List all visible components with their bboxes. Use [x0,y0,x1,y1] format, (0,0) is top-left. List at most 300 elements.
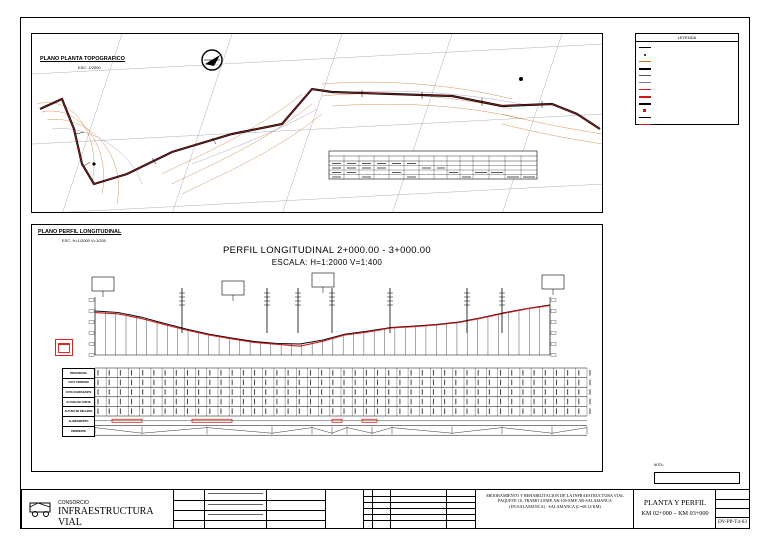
table-cell-value [299,389,300,395]
plan-label: PLANO PLANTA TOPOGRAFICO [40,56,125,62]
table-cell-value [209,399,210,405]
table-cell-value [411,380,412,386]
table-cell-value [545,408,546,414]
table-cell-value [467,380,468,386]
table-cell-value [153,370,154,376]
curve-callout-box [542,275,564,289]
table-cell-value [422,380,423,386]
gradient-segment [502,428,552,434]
note-label: NOTA : [654,463,665,467]
table-cell-value [467,389,468,395]
table-cell-value [243,408,244,414]
table-cell-value [377,370,378,376]
table-cell-value [109,408,110,414]
table-cell-value [254,408,255,414]
table-cell-value [422,370,423,376]
table-cell-value [500,399,501,405]
table-cell-value [276,380,277,386]
table-cell-value [344,408,345,414]
table-cell-value [344,380,345,386]
table-cell-value [590,399,591,405]
legend-item [636,100,738,107]
gradient-segment [312,428,332,434]
table-cell-value [221,389,222,395]
table-cell-value [355,408,356,414]
profile-title: PERFIL LONGITUDINAL 2+000.00 - 3+000.00 [223,245,431,256]
legend-item [636,79,738,86]
table-cell-value [198,380,199,386]
table-cell-value [198,399,199,405]
table-cell-value [109,370,110,376]
table-cell-value [198,389,199,395]
table-cell-value [478,370,479,376]
table-cell-value [187,399,188,405]
table-cell-value [276,408,277,414]
row-label: PENDIENTE [63,427,94,437]
legend-item [636,44,738,51]
table-cell-value [265,380,266,386]
curve-table [329,151,537,179]
legend-box [635,33,739,125]
table-cell-value [355,389,356,395]
table-cell-value [422,408,423,414]
table-cell-value [165,408,166,414]
warning-stamp-icon [55,339,73,356]
table-cell-value [489,408,490,414]
table-cell-value [590,370,591,376]
table-cell-value [321,370,322,376]
table-cell-value [556,408,557,414]
table-cell-value [332,389,333,395]
table-cell-value [299,370,300,376]
table-cell-value [590,380,591,386]
table-cell-value [433,389,434,395]
company-small: CONSORCIO [58,500,89,506]
plan-view [31,33,603,213]
table-cell-value [578,389,579,395]
table-cell-value [187,408,188,414]
table-cell-value [120,408,121,414]
table-cell-value [176,370,177,376]
profile-subtitle: ESCALA: H=1:2000 V=1:400 [271,258,383,267]
profile-chart [32,225,604,473]
gradient-segment [142,428,207,434]
table-cell-value [467,370,468,376]
row-label: PROGRESIVA [63,369,94,379]
table-cell-value [131,389,132,395]
table-cell-value [209,380,210,386]
table-cell-value [98,389,99,395]
table-cell-value [411,408,412,414]
table-cell-value [534,380,535,386]
curve-callout-box [92,277,114,291]
table-cell-value [232,370,233,376]
legend-item [636,58,738,65]
table-cell-value [254,370,255,376]
table-cell-value [221,399,222,405]
table-cell-value [590,408,591,414]
table-cell-value [276,389,277,395]
table-cell-value [332,370,333,376]
elev-tick-left [89,343,94,346]
table-cell-value [399,380,400,386]
table-cell-value [142,408,143,414]
table-cell-value [165,389,166,395]
km-range: KM 02+000 – KM 03+000 [641,510,709,517]
table-cell-value [433,370,434,376]
table-cell-value [399,370,400,376]
table-cell-value [388,380,389,386]
revisions-cell [364,490,476,528]
table-cell-value [332,399,333,405]
legend-item [636,121,738,128]
table-cell-value [522,380,523,386]
gradient-segment [95,428,142,434]
table-cell-value [299,399,300,405]
table-cell-value [500,370,501,376]
table-cell-value [377,399,378,405]
legend-item [636,107,738,114]
elev-tick-left [89,321,94,324]
note-box [654,464,740,486]
table-cell-value [455,389,456,395]
table-cell-value [165,399,166,405]
sheet-code-cell [716,490,749,528]
gradient-segment [552,428,587,434]
table-cell-value [321,389,322,395]
table-cell-value [265,399,266,405]
table-cell-value [455,408,456,414]
table-cell-value [567,389,568,395]
table-cell-value [265,408,266,414]
table-cell-value [131,399,132,405]
table-cell-value [321,399,322,405]
profile-scale: ESC. H=1/2000 V=1/200 [62,238,107,243]
table-cell-value [366,399,367,405]
table-cell-value [522,389,523,395]
table-cell-value [221,370,222,376]
elev-tick-right [551,332,556,335]
table-cell-value [221,380,222,386]
table-cell-value [455,380,456,386]
table-cell-value [153,380,154,386]
title-block [21,489,750,529]
table-cell-value [221,408,222,414]
table-cell-value [310,399,311,405]
table-cell-value [511,380,512,386]
legend-item [636,72,738,79]
legend-title: LEYENDA [636,34,738,42]
table-cell-value [377,408,378,414]
legend-item [636,65,738,72]
gradient-segment [347,428,372,434]
table-cell-value [489,389,490,395]
signatures-cell [174,490,326,528]
table-cell-value [433,408,434,414]
table-cell-value [366,389,367,395]
table-cell-value [556,370,557,376]
table-cell-value [254,380,255,386]
table-cell-value [254,389,255,395]
elev-tick-right [551,321,556,324]
elev-tick-left [89,299,94,302]
table-cell-value [142,399,143,405]
row-label: ALTURA DE CORTE [63,398,94,408]
sheet-title: PLANTA Y PERFIL [643,498,707,507]
elev-tick-right [551,354,556,357]
profile-label: PLANO PERFIL LONGITUDINAL [38,229,122,235]
table-cell-value [455,399,456,405]
curve-callout-box [222,281,244,295]
table-cell-value [98,370,99,376]
table-cell-value [366,370,367,376]
table-cell-value [355,380,356,386]
table-cell-value [98,380,99,386]
legend-item [636,51,738,58]
table-cell-value [489,399,490,405]
table-cell-value [153,389,154,395]
table-cell-value [120,389,121,395]
table-cell-value [232,399,233,405]
table-cell-value [321,380,322,386]
table-cell-value [98,408,99,414]
table-cell-value [243,370,244,376]
table-cell-value [276,399,277,405]
table-cell-value [153,399,154,405]
elev-tick-right [551,343,556,346]
table-cell-value [243,399,244,405]
table-cell-value [198,370,199,376]
table-cell-value [411,399,412,405]
table-cell-value [288,408,289,414]
table-cell-value [142,370,143,376]
table-cell-value [444,370,445,376]
table-cell-value [567,380,568,386]
table-cell-value [187,380,188,386]
company-name: INFRAESTRUCTURA VIAL [58,506,154,528]
table-cell-value [165,370,166,376]
table-cell-value [377,380,378,386]
table-cell-value [478,408,479,414]
table-cell-value [299,380,300,386]
table-cell-value [556,389,557,395]
table-cell-value [478,389,479,395]
table-cell-value [344,370,345,376]
elev-tick-right [551,310,556,313]
table-cell-value [388,370,389,376]
table-cell-value [243,389,244,395]
table-cell-value [209,408,210,414]
profile-view [31,224,603,472]
table-cell-value [176,408,177,414]
table-cell-value [467,399,468,405]
legend-item [636,93,738,100]
table-cell-value [131,370,132,376]
gradient-segment [372,428,392,434]
table-cell-value [310,408,311,414]
table-cell-value [567,370,568,376]
table-cell-value [120,380,121,386]
table-cell-value [299,408,300,414]
table-cell-value [433,399,434,405]
table-cell-value [332,380,333,386]
table-cell-value [321,408,322,414]
table-cell-value [399,399,400,405]
table-cell-value [511,408,512,414]
table-cell-value [120,370,121,376]
table-cell-value [411,370,412,376]
table-cell-value [265,370,266,376]
table-cell-value [422,399,423,405]
table-cell-value [109,389,110,395]
elev-tick-left [89,354,94,357]
table-cell-value [377,389,378,395]
table-cell-value [254,399,255,405]
table-cell-value [534,389,535,395]
table-cell-value [98,399,99,405]
table-cell-value [511,370,512,376]
row-label: COTA SUBRASANTE [63,388,94,398]
table-cell-value [489,380,490,386]
table-cell-value [355,399,356,405]
table-cell-value [399,389,400,395]
table-cell-value [444,389,445,395]
table-cell-value [411,389,412,395]
gradient-segment [452,428,502,434]
table-cell-value [176,389,177,395]
table-cell-value [288,389,289,395]
table-cell-value [265,389,266,395]
table-cell-value [332,408,333,414]
row-label: ALINEAMIENTO [63,417,94,427]
table-cell-value [142,389,143,395]
table-cell-value [578,380,579,386]
table-cell-value [522,370,523,376]
logo-icon [28,501,56,519]
table-cell-value [567,408,568,414]
table-cell-value [478,380,479,386]
row-label: COTA TERRENO [63,379,94,389]
table-cell-value [288,380,289,386]
table-cell-value [511,389,512,395]
table-cell-value [355,370,356,376]
legend-item [636,114,738,121]
gradient-segment [272,428,312,434]
elev-tick-left [89,310,94,313]
table-cell-value [500,389,501,395]
table-cell-value [534,399,535,405]
table-cell-value [545,370,546,376]
table-cell-value [433,380,434,386]
table-cell-value [534,408,535,414]
table-cell-value [243,380,244,386]
gradient-segment [392,428,452,434]
table-cell-value [344,399,345,405]
table-cell-value [176,399,177,405]
table-cell-value [388,399,389,405]
table-cell-value [556,380,557,386]
table-cell-value [455,370,456,376]
table-cell-value [310,389,311,395]
table-cell-value [366,408,367,414]
table-cell-value [109,399,110,405]
sheet-title-cell [634,490,716,528]
table-cell-value [388,408,389,414]
table-cell-value [153,408,154,414]
project-cell [476,490,634,528]
table-cell-value [276,370,277,376]
company-cell [22,490,174,528]
table-cell-value [545,380,546,386]
stamp-cell [326,490,364,528]
legend-item [636,86,738,93]
table-cell-value [578,399,579,405]
table-cell-value [142,380,143,386]
table-cell-value [109,380,110,386]
table-cell-value [545,399,546,405]
table-cell-value [232,389,233,395]
gradient-segment [332,428,347,434]
table-cell-value [131,408,132,414]
table-cell-value [478,399,479,405]
table-cell-value [165,380,166,386]
table-cell-value [422,389,423,395]
elev-tick-left [89,332,94,335]
elev-tick-right [551,299,556,302]
north-arrow-icon [202,50,222,70]
table-cell-value [187,389,188,395]
table-cell-value [187,370,188,376]
table-cell-value [444,408,445,414]
table-cell-value [578,370,579,376]
table-cell-value [545,389,546,395]
table-cell-value [366,380,367,386]
table-cell-value [198,408,199,414]
table-cell-value [511,399,512,405]
table-cell-value [310,370,311,376]
table-cell-value [232,380,233,386]
sheet-code: DV-PP-T4-03 [718,519,747,525]
table-cell-value [534,370,535,376]
plan-scale: ESC. 1/2000 [78,65,101,70]
table-cell-value [578,408,579,414]
table-cell-value [209,370,210,376]
project-title: MEJORAMIENTO Y REHABILITACION DE LA INFRAESTRUCTURA VIAL PAQUETE 16, TRAMO 4 EMP. AR-105-EMP. AR-SALAMANCA (DV.SALAMANCA) - SALAMANCA (L=69.14 KM) [486,493,624,509]
table-cell-value [232,408,233,414]
table-cell-value [399,408,400,414]
table-cell-value [120,399,121,405]
table-cell-value [567,399,568,405]
table-cell-value [556,399,557,405]
table-cell-value [590,389,591,395]
table-cell-value [500,408,501,414]
table-cell-value [288,399,289,405]
table-cell-value [176,380,177,386]
table-cell-value [522,399,523,405]
curve-callout-box [312,273,334,287]
table-cell-value [489,370,490,376]
table-cell-value [310,380,311,386]
table-cell-value [388,389,389,395]
table-cell-value [444,399,445,405]
table-cell-value [209,389,210,395]
table-cell-value [444,380,445,386]
table-cell-value [522,408,523,414]
gradient-segment [207,428,272,434]
table-cell-value [344,389,345,395]
row-label: ALTURA DE RELLENO [63,407,94,417]
table-cell-value [131,380,132,386]
